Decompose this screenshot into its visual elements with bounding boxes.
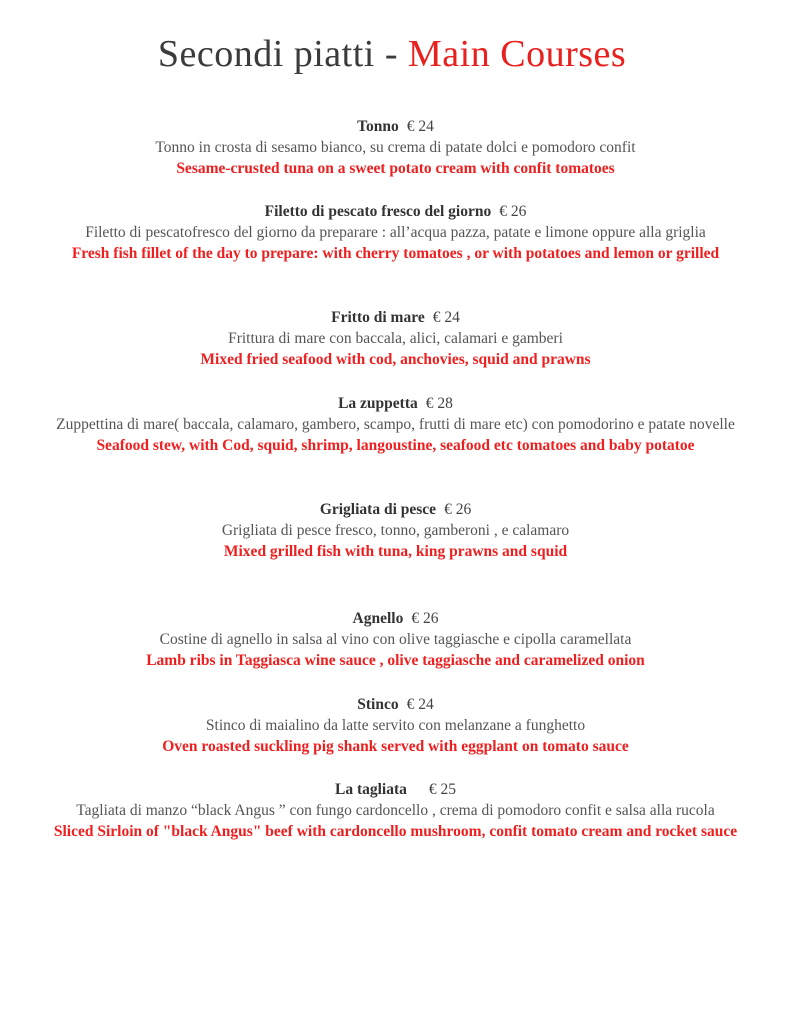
item-description-english: Sesame-crusted tuna on a sweet potato cream with confit tomatoes xyxy=(176,160,615,177)
menu-item-zuppetta xyxy=(0,393,791,456)
item-name: Stinco xyxy=(357,696,399,713)
item-description-english: Mixed grilled fish with tuna, king prawns and squid xyxy=(223,543,568,560)
item-name: La zuppetta xyxy=(338,395,418,412)
item-heading xyxy=(0,499,791,520)
item-description-english: Lamb ribs in Taggiasca wine sauce , olive taggiasche and caramelized onion xyxy=(146,652,645,669)
menu-item-fritto xyxy=(0,307,791,370)
title-english: Main Courses xyxy=(408,33,627,75)
item-heading xyxy=(0,694,791,715)
item-description-italian: Tagliata di manzo “black Angus ” con fungo cardoncello , crema di pomodoro confit e salsa alla rucola xyxy=(76,802,715,819)
menu-item-tagliata xyxy=(0,779,791,842)
item-name: Agnello xyxy=(352,610,404,627)
item-description-italian: Frittura di mare con baccala, alici, calamari e gamberi xyxy=(228,330,563,347)
item-description-english: Seafood stew, with Cod, squid, shrimp, langoustine, seafood etc tomatoes and baby potatoe xyxy=(96,437,695,454)
item-description-italian: Tonno in crosta di sesamo bianco, su crema di patate dolci e pomodoro confit xyxy=(155,139,636,156)
item-description-italian: Zuppettina di mare( baccala, calamaro, gambero, scampo, frutti di mare etc) con pomodorino e patate novelle xyxy=(56,416,735,433)
item-name: La tagliata xyxy=(334,781,407,798)
item-heading xyxy=(0,201,791,222)
item-price: € 26 xyxy=(444,501,472,518)
item-price: € 24 xyxy=(432,309,460,326)
item-price: € 24 xyxy=(406,696,434,713)
item-description-italian: Filetto di pescatofresco del giorno da preparare : all’acqua pazza, patate e limone oppure alla griglia xyxy=(85,224,706,241)
item-name: Tonno xyxy=(357,118,399,135)
item-description-english: Oven roasted suckling pig shank served with eggplant on tomato sauce xyxy=(162,738,629,755)
item-name: Fritto di mare xyxy=(331,309,425,326)
item-price: € 24 xyxy=(406,118,434,135)
menu-item-grigliata xyxy=(0,499,791,562)
page-title xyxy=(0,30,784,78)
item-name: Grigliata di pesce xyxy=(319,501,437,518)
item-heading xyxy=(0,307,791,328)
item-heading xyxy=(0,116,791,137)
item-price: € 26 xyxy=(411,610,439,627)
menu-item-tonno xyxy=(0,116,791,179)
item-heading xyxy=(0,608,791,629)
item-heading xyxy=(0,779,791,800)
item-description-italian: Costine di agnello in salsa al vino con olive taggiasche e cipolla caramellata xyxy=(159,631,632,648)
menu-item-filetto xyxy=(0,201,791,264)
item-price: € 25 xyxy=(428,781,457,798)
item-name: Filetto di pescato fresco del giorno xyxy=(264,203,492,220)
item-description-italian: Stinco di maialino da latte servito con melanzane a funghetto xyxy=(205,717,586,734)
item-description-english: Mixed fried seafood with cod, anchovies, squid and prawns xyxy=(200,351,591,368)
item-description-english: Fresh fish fillet of the day to prepare: with cherry tomatoes , or with potatoes and lemon or grilled xyxy=(71,245,720,262)
menu-item-stinco xyxy=(0,694,791,757)
item-description-english: Sliced Sirloin of "black Angus" beef with cardoncello mushroom, confit tomato cream and rocket sauce xyxy=(53,823,738,840)
menu-item-agnello xyxy=(0,608,791,671)
item-heading xyxy=(0,393,791,414)
item-description-italian: Grigliata di pesce fresco, tonno, gamberoni , e calamaro xyxy=(221,522,570,539)
title-italian: Secondi piatti - xyxy=(157,33,409,75)
item-price: € 26 xyxy=(499,203,527,220)
item-price: € 28 xyxy=(425,395,453,412)
